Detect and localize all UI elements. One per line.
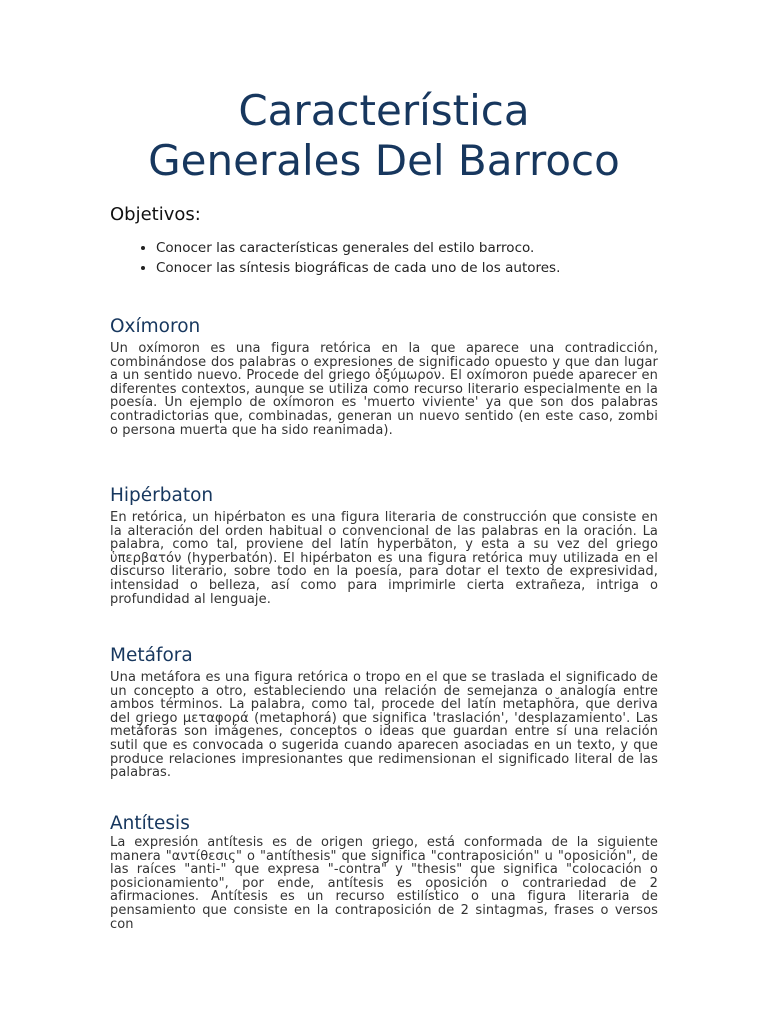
objectives-list bbox=[130, 238, 696, 278]
title-line-1: Característica bbox=[238, 86, 530, 135]
section-text-metafora: Una metáfora es una figura retórica o tropo en el que se traslada el significado de un concepto a otro, estableciendo una relación de semejanza o analogía entre ambos términos. La palabra, como tal, procede del latín metaphŏra, que deriva del griego μεταφορά (metaphorá) que significa 'traslación', 'desplazamiento'. Las metáforas son imágenes, conceptos o ideas que guardan entre sí una relación sutil que es convocada o sugerida cuando aparecen asociadas en un texto, y que produce relaciones impresionantes que redimensionan el significado literal de las palabras. bbox=[110, 670, 658, 781]
section-text-oximoron: Un oxímoron es una figura retórica en la que aparece una contradicción, combinándose dos palabras o expresiones de significado opuesto y que dan lugar a un sentido nuevo. Procede del griego ὀξύμωρον. El oxímoron puede aparecer en diferentes contextos, aunque se utiliza como recurso literario especialmente en la poesía. Un ejemplo de oxímoron es 'muerto viviente' ya que son dos palabras contradictorias que, combinadas, generan un nuevo sentido (en este caso, zombi o persona muerta que ha sido reanimada). bbox=[110, 341, 658, 438]
title-line-2: Generales Del Barroco bbox=[148, 136, 620, 185]
section-heading-oximoron: Oxímoron bbox=[110, 316, 201, 337]
objectives-heading: Objetivos: bbox=[110, 204, 201, 225]
objective-item: • Conocer las síntesis biográficas de cada uno de los autores. bbox=[156, 258, 696, 278]
section-heading-hiperbaton: Hipérbaton bbox=[110, 485, 214, 506]
section-heading-antitesis: Antítesis bbox=[110, 813, 190, 834]
section-text-antitesis: La expresión antítesis es de origen griego, está conformada de la siguiente manera "αντίθεσις" o "antíthesis" que significa "contraposición" u "oposición", de las raíces "anti-" que expresa "-contra" y "thesis" que significa "colocación o posicionamiento", por ende, antítesis es oposición o contrariedad de 2 afirmaciones. Antítesis es un recurso estilístico o una figura literaria de pensamiento que consiste en la contraposición de 2 sintagmas, frases o versos con bbox=[110, 835, 658, 932]
page-title bbox=[0, 86, 768, 186]
section-heading-metafora: Metáfora bbox=[110, 645, 193, 666]
objective-item: • Conocer las características generales del estilo barroco. bbox=[156, 238, 696, 258]
section-text-hiperbaton: En retórica, un hipérbaton es una figura literaria de construcción que consiste en la alteración del orden habitual o convencional de las palabras en la oración. La palabra, como tal, proviene del latín hyperbăton, y esta a su vez del griego ὑπερβατόν (hyperbatón). El hipérbaton es una figura retórica muy utilizada en el discurso literario, sobre todo en la poesía, para dotar el texto de expresividad, intensidad o belleza, así como para imprimirle cierta extrañeza, intriga o profundidad al lenguaje. bbox=[110, 510, 658, 607]
